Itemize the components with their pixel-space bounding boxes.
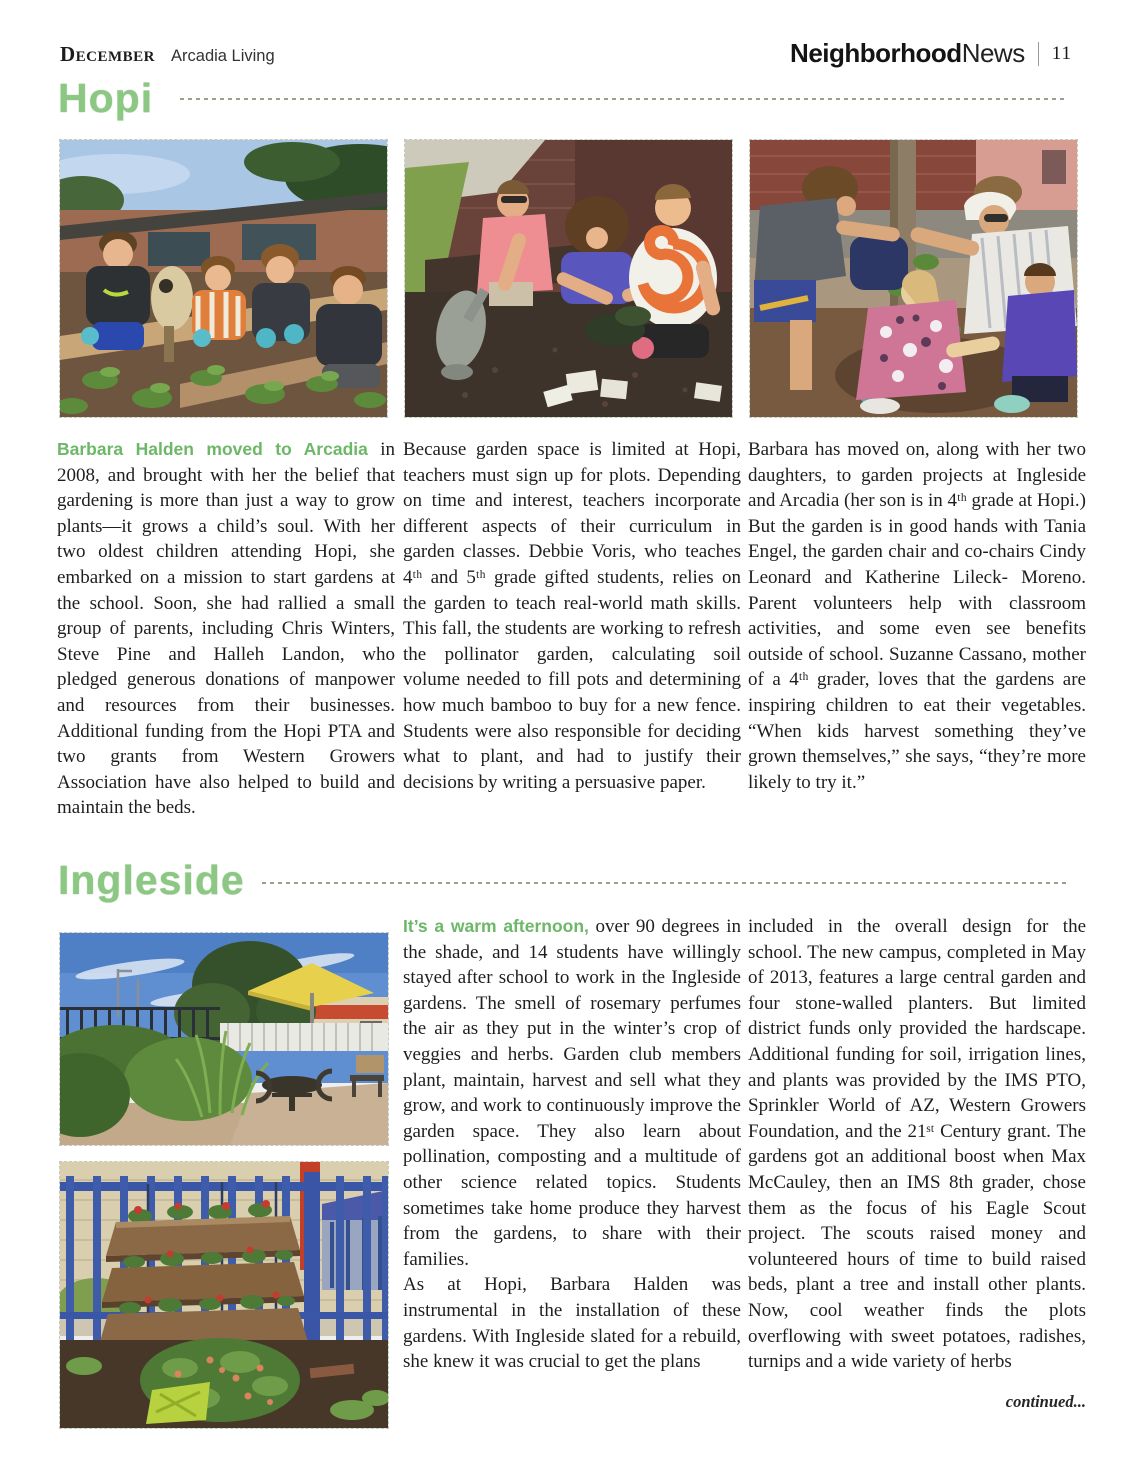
section-rule-ingleside	[262, 882, 1068, 884]
ingleside-paragraph-2: As at Hopi, Barbara Halden was instrumental in the installation of these gardens. With Ingleside slated for a rebuild, she knew it was crucial to get the plans	[403, 1274, 741, 1373]
photo-illustration	[60, 140, 387, 417]
ingleside-column-1	[403, 914, 741, 1375]
hopi-column-2: Because garden space is limited at Hopi, teachers must sign up for plots. Depending on time and interest, teachers incorporate different aspects of their curriculum in garden classes. Debbie Voris, who teaches 4ᵗʰ and 5ᵗʰ grade gifted students, relies on the garden to teach real-world math skills. This fall, the students are working to refresh the pollinator garden, calculating soil volume needed to fill pots and determining how much bamboo to buy for a new fence. Students were also responsible for deciding what to plant, and had to justify their decisions by writing a persuasive paper.	[403, 439, 741, 793]
publication-name: Arcadia Living	[171, 47, 275, 65]
ingleside-column-2-text: included in the overall design for the school. The new campus, completed in May of 2013, features a large central garden and four stone-walled planters. But limited district funds only provided the hardscape. Additional funding for soil, irrigation lines, and plants was provided by the IMS PTO, Sprinkler World of AZ, Western Growers Foundation, and the 21ˢᵗ Century grant. The gardens got an additional boost when Max McCauley, then an IMS 8th grader, chose them as the focus of his Eagle Scout project. The scouts raised money and volunteered hours of time to build raised beds, plant a tree and install other plants. Now, cool weather finds the plots overflowing with sweet potatoes, radishes, turnips and a wide variety of herbs	[748, 916, 1086, 1373]
ingleside-photo-tiered-planters-fence	[59, 1161, 389, 1429]
ingleside-photo-garden-umbrella	[59, 932, 389, 1146]
header-right	[790, 38, 1072, 69]
hopi-photo-kids-planting-soil	[404, 139, 733, 418]
hopi-photo-tree-planting-street	[749, 139, 1078, 418]
photo-illustration	[60, 933, 388, 1145]
ingleside-column-2	[748, 914, 1086, 1414]
hopi-photo-boys-raised-bed	[59, 139, 388, 418]
photo-illustration	[60, 1162, 388, 1428]
hopi-column-3: Barbara has moved on, along with her two daughters, to garden projects at Ingleside and Arcadia (her son is in 4ᵗʰ grade at Hopi.) But the garden is in good hands with Tania Engel, the garden chair and co-chairs Cindy Leonard and Katherine Lileck- Moreno. Parent volunteers help with classroom activities, and some even see benefits outside of school. Suzanne Cassano, mother of a 4ᵗʰ grader, loves that the gardens are inspiring children to eat their vegetables. “When kids harvest something they’ve grown themselves,” she says, “they’re more likely to try it.”	[748, 439, 1086, 793]
header-left	[60, 42, 275, 67]
hopi-lead-in: Barbara Halden moved to Arcadia	[57, 439, 368, 459]
masthead-brand	[790, 38, 1025, 69]
continued-note: continued...	[1005, 1391, 1086, 1411]
section-title-ingleside: Ingleside	[58, 857, 245, 903]
photo-illustration	[405, 140, 732, 417]
ingleside-paragraph-1	[403, 914, 741, 1272]
page-number-divider	[1038, 42, 1039, 66]
section-title-hopi: Hopi	[58, 75, 154, 121]
issue-month: December	[60, 42, 156, 66]
ingleside-lead-in: It’s a warm afternoon,	[403, 916, 589, 936]
hopi-column-1-text: in 2008, and brought with her the belief that gardening is more than just a way to grow plants—it grows a child’s soul. With her two oldest children attending Hopi, she embarked on a mission to start gardens at the school. Soon, she had rallied a small group of parents, including Chris Winters, Steve Pine and Halleh Landon, who pledged generous donations of manpower and resources from their businesses. Additional funding from the Hopi PTA and two grants from Western Growers Association have also helped to build and maintain the beds.	[57, 439, 395, 819]
section-rule-hopi	[180, 98, 1068, 100]
brand-light: News	[961, 38, 1025, 68]
hopi-column-1	[57, 437, 395, 821]
ingleside-column-1-text: over 90 degrees in the shade, and 14 students have willingly stayed after school to work in the Ingleside gardens. The smell of rosemary perfumes the air as they put in the winter’s crop of veggies and herbs. Garden club members plant, maintain, harvest and sell what they grow, and work to continuously improve the garden space. They also learn about pollination, composting and a multitude of other science related topics. Students sometimes take home produce they harvest from the gardens, to share with their families.	[403, 916, 741, 1270]
brand-bold: Neighborhood	[790, 38, 962, 68]
page-number: 11	[1051, 42, 1072, 64]
photo-illustration	[750, 140, 1077, 417]
